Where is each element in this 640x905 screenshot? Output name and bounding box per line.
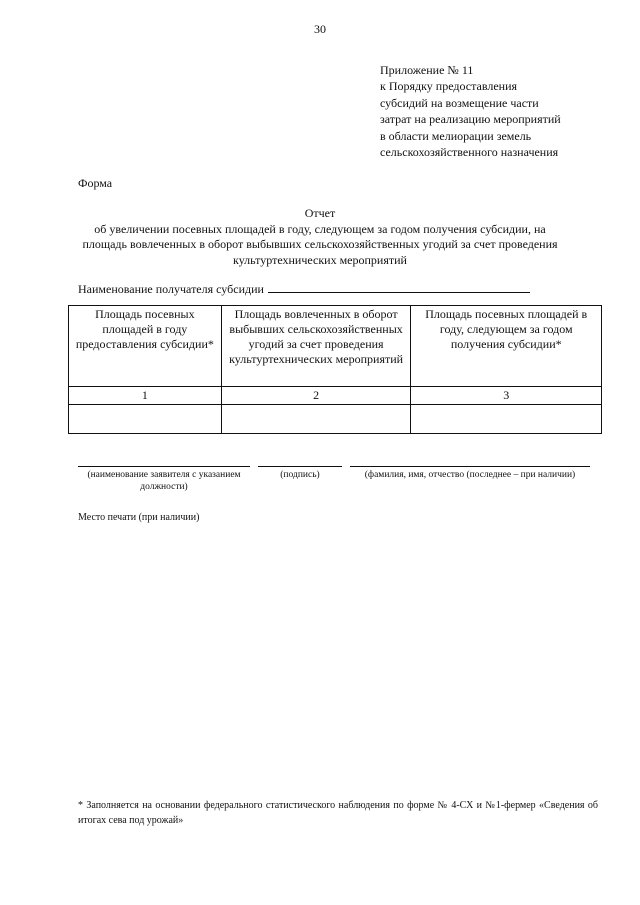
recipient-field <box>78 282 530 297</box>
appendix-line: Приложение № 11 <box>380 63 474 77</box>
recipient-blank-line <box>268 282 530 293</box>
table-empty-cell <box>221 405 411 434</box>
appendix-line: к Порядку предоставления <box>380 79 518 94</box>
report-subtitle-line: культуртехнических мероприятий <box>233 252 407 267</box>
report-subtitle-line: об увеличении посевных площадей в году, следующем за годом получения субсидии, на <box>94 221 546 236</box>
signature-applicant <box>78 456 250 493</box>
table-number-cell: 3 <box>411 387 602 405</box>
appendix-line: субсидий на возмещение части <box>380 95 539 110</box>
signature-line <box>78 456 250 467</box>
table-number-row <box>69 387 602 405</box>
table-header-cell: Площадь посевных площадей в году, следующем за годом получения субсидии* <box>411 306 602 387</box>
table-number-cell: 1 <box>69 387 222 405</box>
table-header-cell: Площадь посевных площадей в году предоставления субсидии* <box>69 306 222 387</box>
table-empty-cell <box>69 405 222 434</box>
signature-line <box>350 456 590 467</box>
signature-applicant-caption: (наименование заявителя с указанием должности) <box>87 470 241 492</box>
report-title: Отчет <box>304 206 336 220</box>
footnote: * Заполняется на основании федерального статистического наблюдения по форме № 4-СХ и №1-фермер «Сведения об итогах сева под урожай» <box>78 800 598 826</box>
table-empty-cell <box>411 405 602 434</box>
appendix-line: сельскохозяйственного назначения <box>380 145 559 160</box>
signature-line <box>258 456 342 467</box>
table-header-row <box>69 306 602 387</box>
signature-name-caption: (фамилия, имя, отчество (последнее – при наличии) <box>364 470 576 480</box>
signature-sign <box>258 456 342 481</box>
recipient-label: Наименование получателя субсидии <box>78 282 264 296</box>
appendix-line: затрат на реализацию мероприятий <box>380 112 561 127</box>
table-number-cell: 2 <box>221 387 411 405</box>
report-heading <box>60 206 580 268</box>
appendix-line: в области мелиорации земель <box>380 128 532 143</box>
page-number: 30 <box>314 22 326 36</box>
appendix-note <box>380 62 620 160</box>
report-table <box>68 305 602 434</box>
report-subtitle-line: площадь вовлеченных в оборот выбывших сельскохозяйственных угодий за счет проведения <box>82 237 558 251</box>
signature-sign-caption: (подпись) <box>280 470 320 480</box>
stamp-place: Место печати (при наличии) <box>78 512 200 523</box>
table-header-cell: Площадь вовлеченных в оборот выбывших сельскохозяйственных угодий за счет проведения культуртехнических мероприятий <box>221 306 411 387</box>
form-label: Форма <box>78 176 113 190</box>
signature-name <box>350 456 590 481</box>
table-row <box>69 405 602 434</box>
